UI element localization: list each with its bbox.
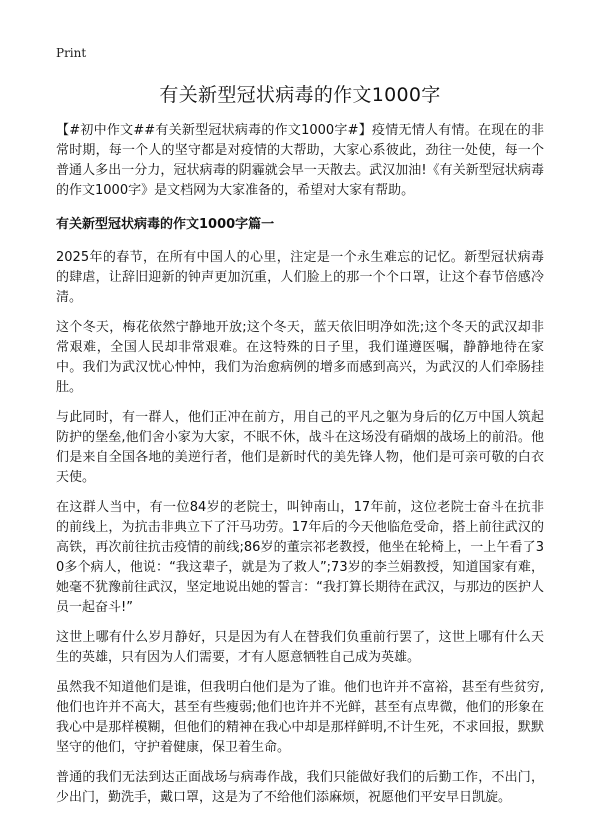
print-link[interactable]: Print <box>56 46 87 60</box>
body-paragraph: 与此同时，有一群人，他们正冲在前方，用自己的平凡之躯为身后的亿万中国人筑起防护的堡垒,他们舍小家为大家，不眠不休，战斗在这场没有硝烟的战场上的前沿。他们是来自全国各地的美逆行者，他们是新时代的美先锋人物，他们是可亲可敬的白衣天使。 <box>56 410 544 485</box>
section-heading: 有关新型冠状病毒的作文1000字篇一 <box>56 217 275 232</box>
body-paragraph: 在这群人当中，有一位84岁的老院士，叫钟南山，17年前，这位老院士奋斗在抗非的前线上，为抗击非典立下了汗马功劳。17年后的今天他临危受命，搭上前往武汉的高铁，再次前往抗击疫情的前线;86岁的董宗祁老教授，他坐在轮椅上，一上午看了30多个病人，他说：“我这辈子，就是为了救人”;73岁的李兰娟教授，知道国家有难，她毫不犹豫前往武汉，坚定地说出她的誓言：“我打算长期待在武汉，与那边的医护人员一起奋斗!” <box>56 500 544 615</box>
page-title: 有关新型冠状病毒的作文1000字 <box>159 84 441 106</box>
body-paragraph: 2025年的春节，在所有中国人的心里，注定是一个永生难忘的记忆。新型冠状病毒的肆虐，让辞旧迎新的钟声更加沉重，人们脸上的那一个个口罩，让这个春节倍感冷清。 <box>56 250 544 305</box>
body-paragraph: 虽然我不知道他们是谁，但我明白他们是为了谁。他们也许并不富裕，甚至有些贫穷,他们也许并不高大，甚至有些瘦弱;他们也许并不光鲜，甚至有点卑微，他们的形象在我心中是那样模糊，但他们的精神在我心中却是那样鲜明,不计生死，不求回报，默默坚守的他们，守护着健康，保卫着生命。 <box>56 680 544 755</box>
body-paragraph: 普通的我们无法到达正面战场与病毒作战，我们只能做好我们的后勤工作，不出门，少出门，勤洗手，戴口罩，这是为了不给他们添麻烦，祝愿他们平安早日凯旋。 <box>56 770 544 805</box>
body-paragraph: 这个冬天，梅花依然宁静地开放;这个冬天，蓝天依旧明净如洗;这个冬天的武汉却非常艰难，全国人民却非常艰难。在这特殊的日子里，我们谨遵医嘱，静静地待在家中。我们为武汉忧心忡忡，我们为治愈病例的增多而感到高兴，为武汉的人们牵肠挂肚。 <box>56 320 544 395</box>
body-paragraph: 这世上哪有什么岁月静好，只是因为有人在替我们负重前行罢了，这世上哪有什么天生的英雄，只有因为人们需要，才有人愿意牺牲自己成为英雄。 <box>56 630 544 665</box>
article-body <box>56 121 544 818</box>
intro-paragraph: 【#初中作文##有关新型冠状病毒的作文1000字#】疫情无情人有情。在现在的非常时期，每一个人的坚守都是对疫情的大帮助，大家心系彼此，劲往一处使，每一个普通人多出一分力，冠状病毒的阴霾就会早一天散去。武汉加油!《有关新型冠状病毒的作文1000字》是文档网为大家准备的，希望对大家有帮助。 <box>56 123 544 198</box>
